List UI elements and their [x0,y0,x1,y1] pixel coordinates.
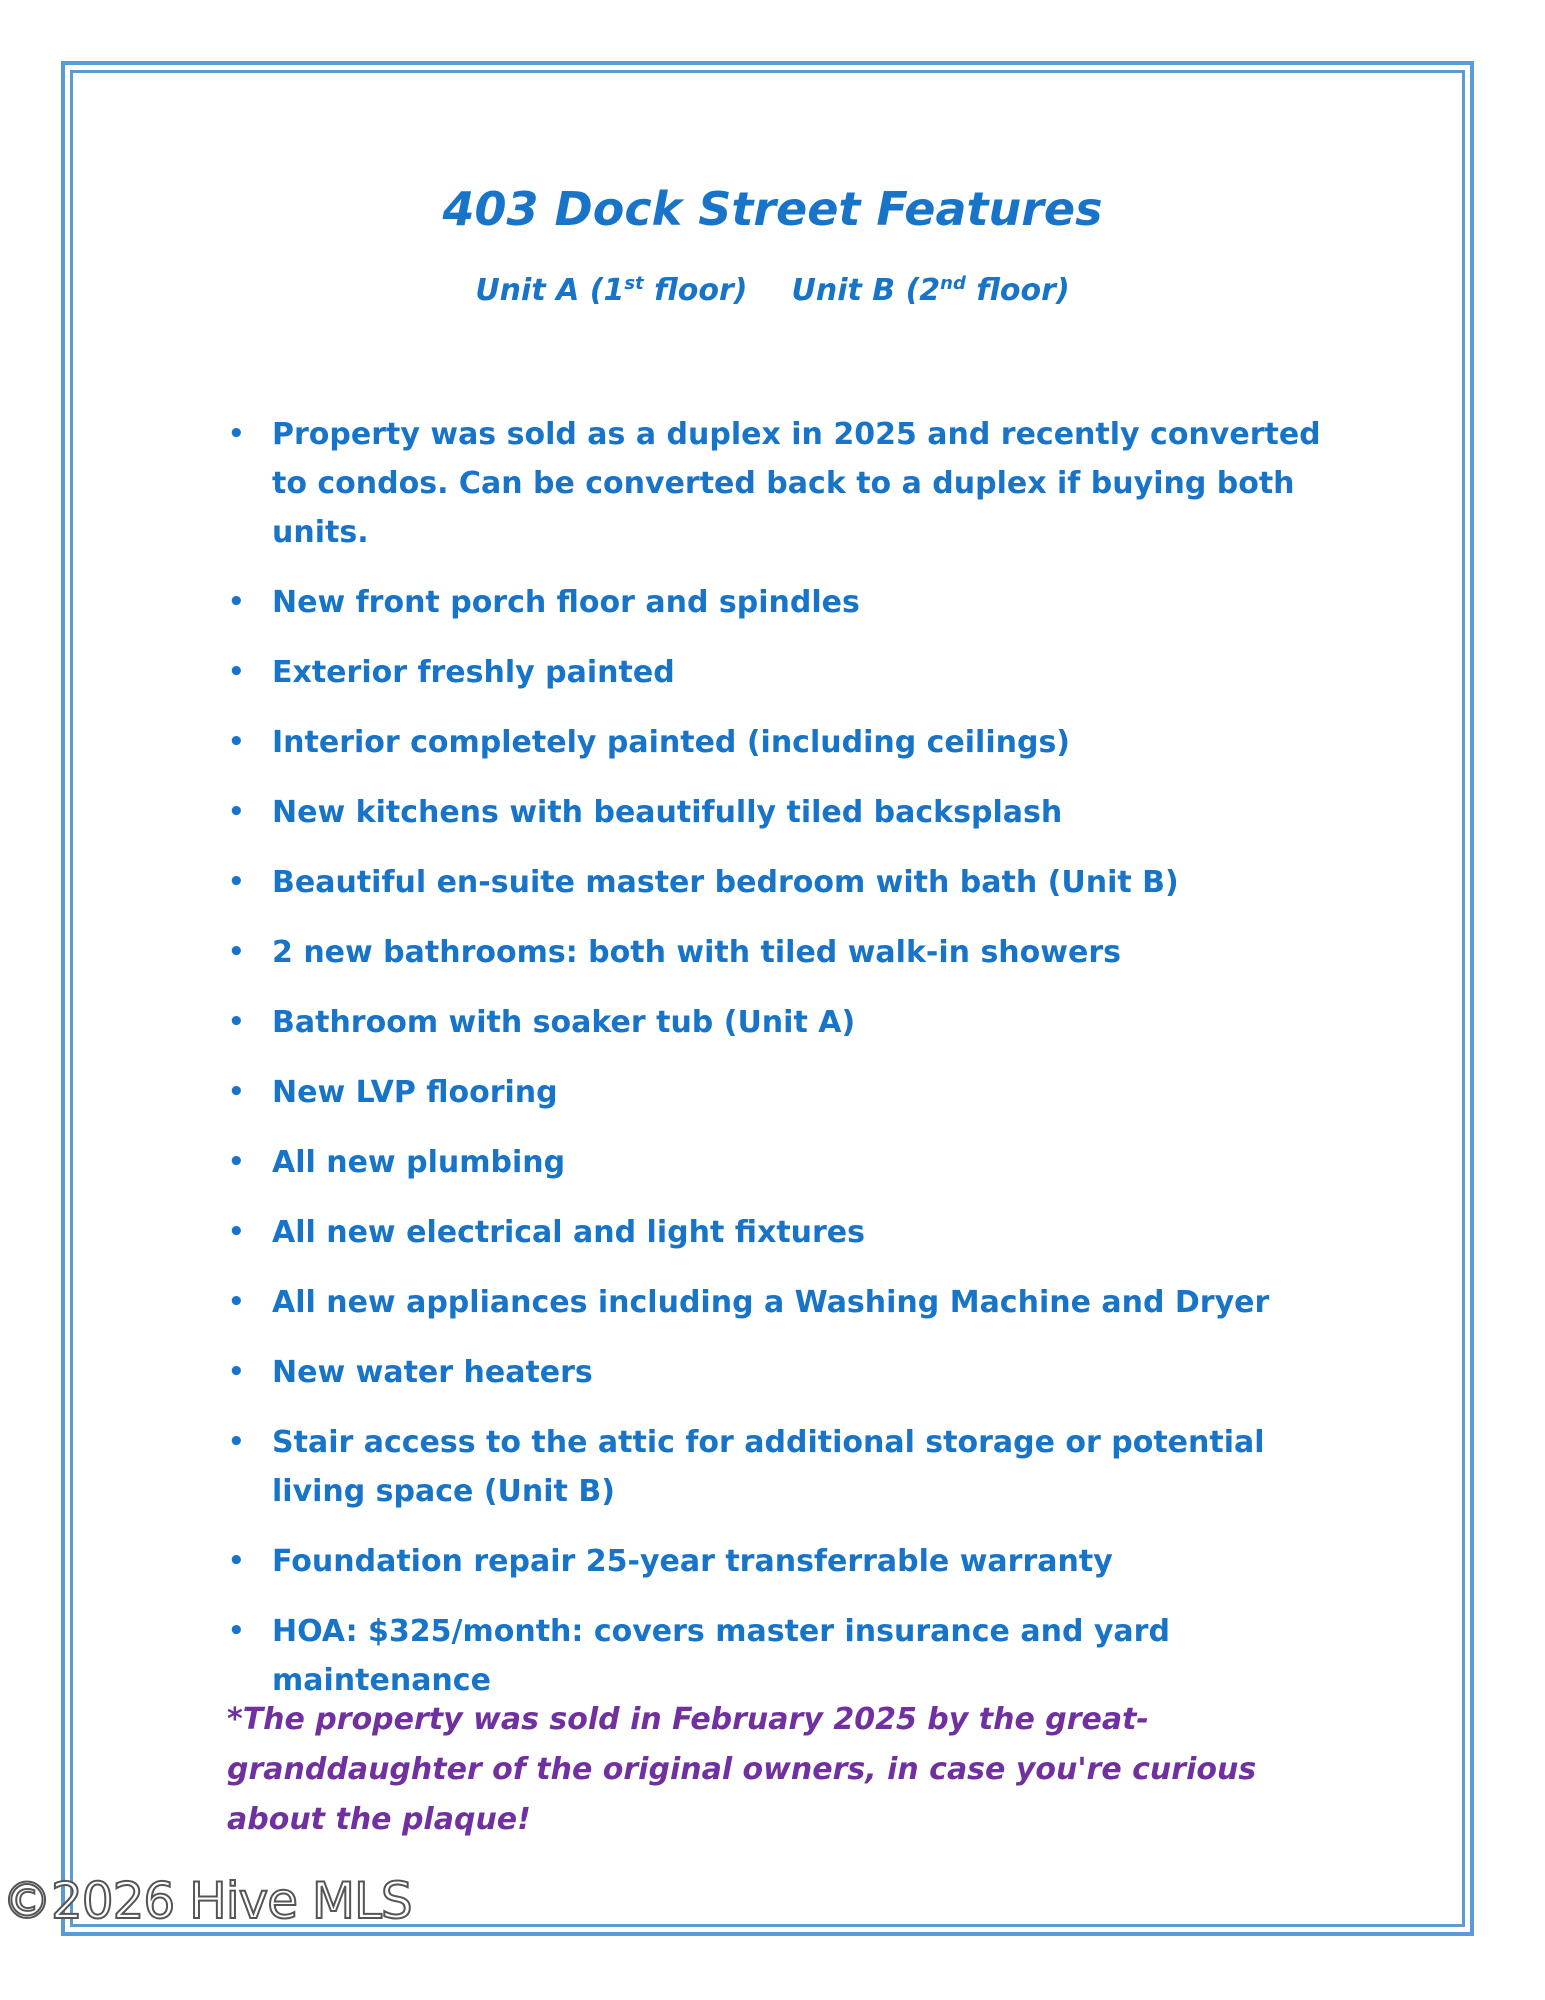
feature-item [228,788,1352,837]
bullet-icon: • [228,1287,245,1317]
feature-text: Property was sold as a duplex in 2025 and recently converted to condos. Can be converted back to a duplex if buying both units. [272,417,1321,550]
feature-item [228,1208,1352,1257]
feature-text: New LVP flooring [272,1075,558,1110]
feature-text: New water heaters [272,1355,593,1390]
bullet-icon: • [228,1616,245,1646]
feature-text: Exterior freshly painted [272,655,675,690]
feature-text: All new plumbing [272,1145,566,1180]
feature-text: New front porch floor and spindles [272,585,860,620]
unit-a-label: Unit A (1st floor) [475,273,748,308]
feature-item [228,1348,1352,1397]
feature-item [228,928,1352,977]
feature-text: Interior completely painted (including ceilings) [272,725,1071,760]
bullet-icon: • [228,1077,245,1107]
bullet-icon: • [228,797,245,827]
bullet-icon: • [228,1357,245,1387]
feature-item [228,998,1352,1047]
feature-text: Stair access to the attic for additional storage or potential living space (Unit B) [272,1425,1265,1509]
feature-item [228,858,1352,907]
feature-item [228,1607,1352,1705]
bullet-icon: • [228,1147,245,1177]
feature-text: Beautiful en-suite master bedroom with bath (Unit B) [272,865,1179,900]
feature-list [228,410,1352,1726]
bullet-icon: • [228,727,245,757]
bullet-icon: • [228,1217,245,1247]
page-title: 403 Dock Street Features [442,182,1103,236]
feature-item [228,648,1352,697]
feature-item [228,410,1352,557]
feature-text: All new appliances including a Washing Machine and Dryer [272,1285,1270,1320]
feature-item [228,1068,1352,1117]
unit-b-label: Unit B (2nd floor) [791,273,1070,308]
footnote: *The property was sold in February 2025 by the great-granddaughter of the original owners, in case you're curious about the plaque! [227,1702,1257,1837]
feature-item [228,1418,1352,1516]
bullet-icon: • [228,587,245,617]
bullet-icon: • [228,937,245,967]
feature-text: New kitchens with beautifully tiled backsplash [272,795,1063,830]
feature-item [228,1537,1352,1586]
watermark: ©2026 Hive MLS [2,1872,412,1930]
feature-text: Bathroom with soaker tub (Unit A) [272,1005,856,1040]
feature-item [228,718,1352,767]
feature-text: Foundation repair 25-year transferrable warranty [272,1544,1113,1579]
bullet-icon: • [228,1007,245,1037]
bullet-icon: • [228,657,245,687]
feature-item [228,1138,1352,1187]
bullet-icon: • [228,1546,245,1576]
feature-item [228,578,1352,627]
feature-text: 2 new bathrooms: both with tiled walk-in showers [272,935,1121,970]
bullet-icon: • [228,1427,245,1457]
bullet-icon: • [228,419,245,449]
feature-text: HOA: $325/month: covers master insurance and yard maintenance [272,1614,1170,1698]
unit-subtitle [0,273,1545,308]
feature-text: All new electrical and light fixtures [272,1215,866,1250]
bullet-icon: • [228,867,245,897]
feature-item [228,1278,1352,1327]
